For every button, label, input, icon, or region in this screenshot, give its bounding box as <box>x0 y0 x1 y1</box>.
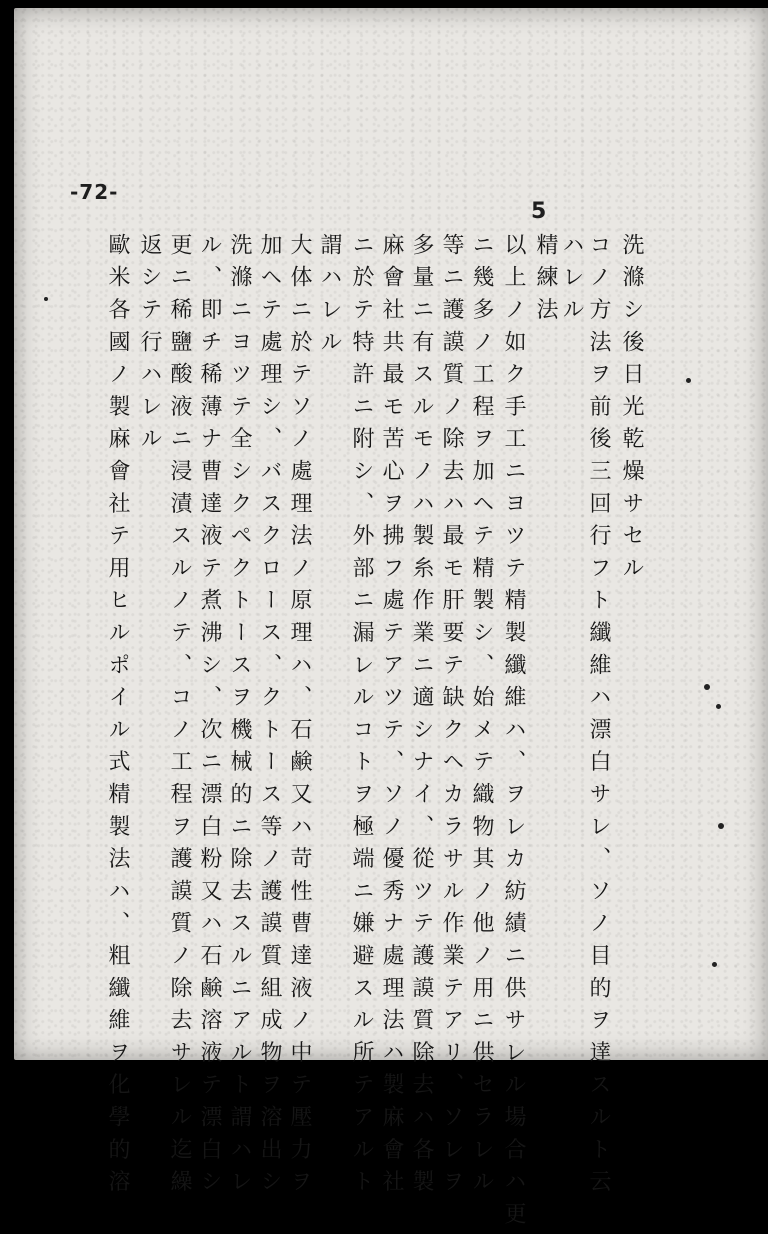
text-column-8: 多量ニ有スルモノハ製糸作業ニ適シナイ、從ツテ護謨質除去ハ各製 <box>409 233 434 1202</box>
text-column-11: 謂ハレル <box>317 233 342 363</box>
section-heading: 精練法 <box>533 233 558 330</box>
ink-speck <box>712 962 717 967</box>
text-column-1: 洗滌シ後日光乾燥サセル <box>619 233 644 589</box>
text-column-15: ル、即チ稀薄ナ曹達液テ煮沸シ、次ニ漂白粉又ハ石鹸溶液テ漂白シ <box>197 233 222 1202</box>
text-column-17: 返シテ行ハレル <box>137 233 162 460</box>
ink-speck <box>716 704 721 709</box>
page-number: -72- <box>70 180 119 204</box>
text-column-9: 麻會社共最モ苦心ヲ拂フ處テアツテ、ソノ優秀ナ處理法ハ製麻會社 <box>379 233 404 1202</box>
text-column-3: ハレル <box>559 233 584 330</box>
ink-speck <box>704 684 710 690</box>
section-number: 5 <box>531 199 547 224</box>
text-column-2: コノ方法ヲ前後三回行フト纖維ハ漂白サレ、ソノ目的ヲ達スルト云 <box>586 233 611 1202</box>
ink-speck <box>686 378 691 383</box>
text-column-10: ニ於テ特許ニ附シ、外部ニ漏レルコトヲ極端ニ嫌避スル所テアルト <box>349 233 374 1202</box>
text-column-12: 大体ニ於テソノ處理法ノ原理ハ、石鹸又ハ苛性曹達液ノ中テ壓力ヲ <box>287 233 312 1202</box>
text-column-5: 以上ノ如ク手工ニヨツテ精製纖維ハ、ヲレカ紡績ニ供サレル場合ハ更 <box>501 233 526 1234</box>
text-column-18: 歐米各國ノ製麻會社テ用ヒルポイル式精製法ハ、粗纖維ヲ化學的溶 <box>105 233 130 1202</box>
text-column-6: ニ幾多ノ工程ヲ加ヘテ精製シ、始メテ織物其ノ他ノ用ニ供セラレル <box>469 233 494 1202</box>
ink-speck <box>718 823 724 829</box>
text-column-13: 加ヘテ處理シ、バスクロース、クトース等ノ護謨質組成物ヲ溶出シ <box>257 233 282 1202</box>
text-column-7: 等ニ護謨質ノ除去ハ最モ肝要テ缺クヘカラサル作業テアリ、ソレヲ <box>439 233 464 1202</box>
ink-speck <box>44 297 48 301</box>
text-column-16: 更ニ稀鹽酸液ニ浸漬スルノテ、コノ工程ヲ護謨質ノ除去サレル迄繰 <box>167 233 192 1202</box>
text-column-14: 洗滌ニヨツテ全シクペクトースヲ機械的ニ除去スルニアルト謂ハレ <box>227 233 252 1202</box>
